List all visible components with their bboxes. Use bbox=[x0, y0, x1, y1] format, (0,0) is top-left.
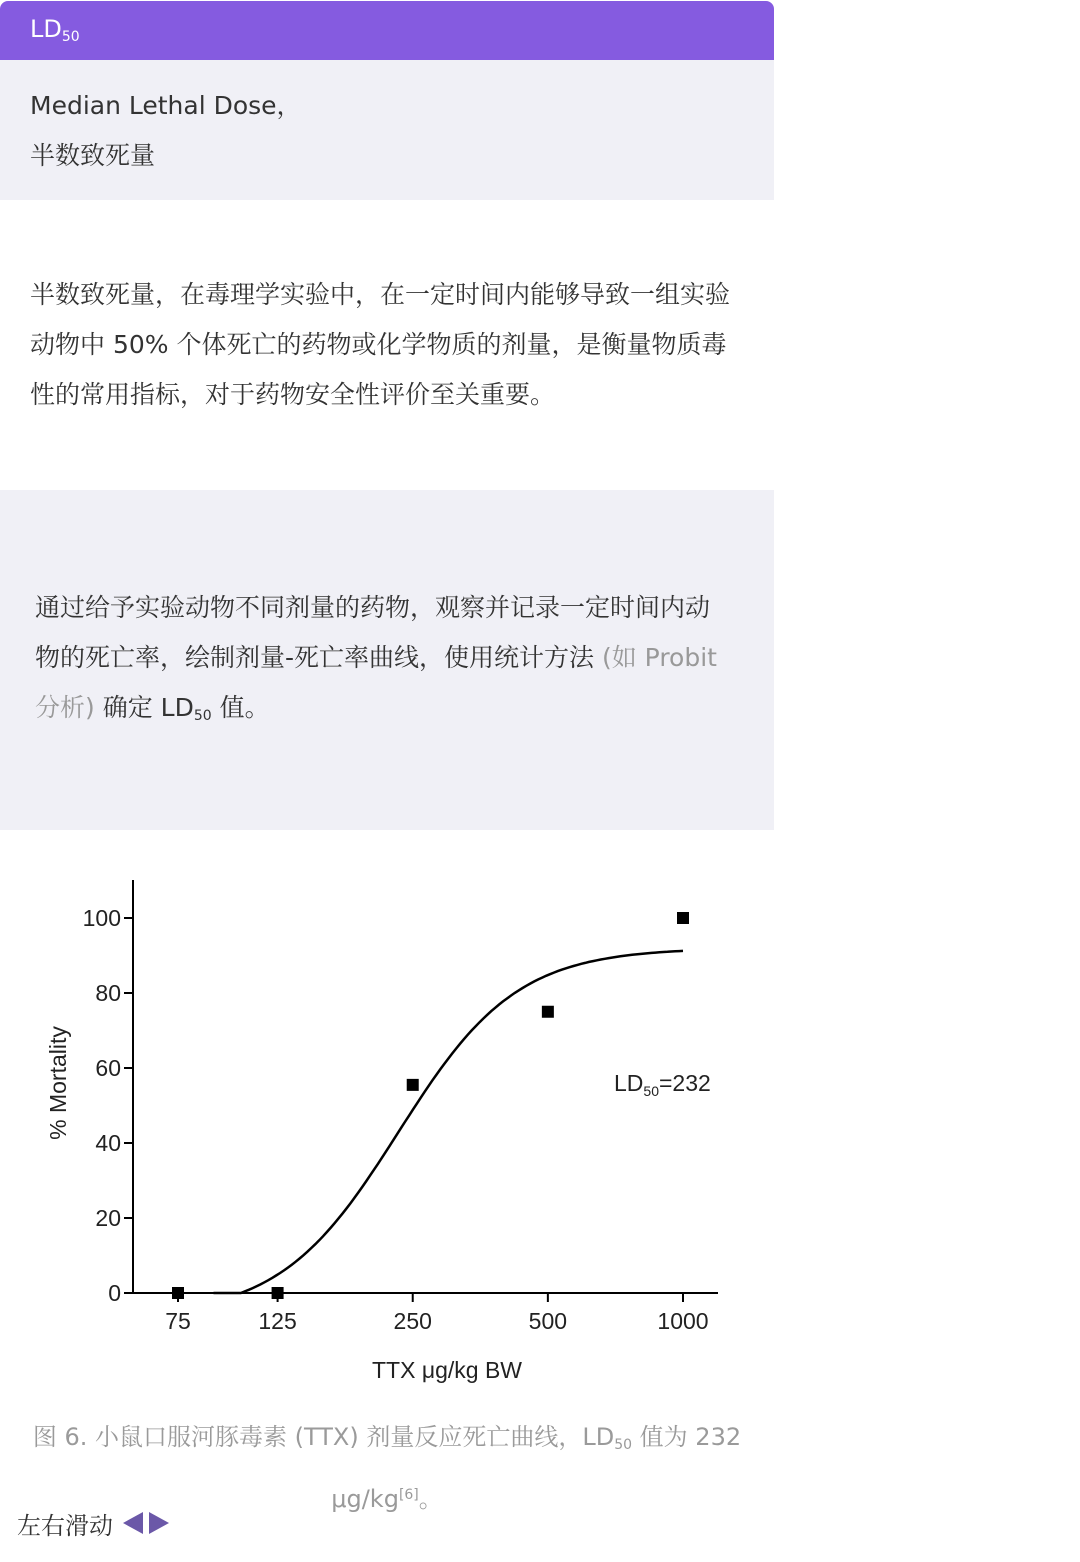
y-axis-label: % Mortality bbox=[45, 1026, 71, 1140]
caption-text-c: 。 bbox=[418, 1485, 443, 1513]
data-point bbox=[407, 1079, 419, 1091]
method-text-d: 值。 bbox=[211, 693, 270, 722]
data-point bbox=[677, 912, 689, 924]
subtitle-english: Median Lethal Dose， bbox=[30, 91, 302, 120]
caption-sub: 50 bbox=[614, 1437, 633, 1453]
y-tick-label: 20 bbox=[95, 1205, 121, 1231]
y-tick-label: 60 bbox=[95, 1055, 121, 1081]
method-text-sub: 50 bbox=[193, 708, 212, 724]
subtitle-chinese: 半数致死量 bbox=[30, 141, 156, 170]
card-header bbox=[0, 1, 774, 60]
data-point bbox=[542, 1006, 554, 1018]
y-tick-label: 100 bbox=[82, 905, 121, 931]
arrow-left-icon[interactable] bbox=[123, 1512, 143, 1534]
x-tick-label: 75 bbox=[165, 1308, 191, 1334]
card-title-sub: 50 bbox=[61, 29, 80, 45]
method-text-probit: (如 Probit 分析) bbox=[35, 643, 717, 722]
chart-axes bbox=[83, 880, 718, 1334]
definition-section bbox=[0, 200, 774, 490]
data-point bbox=[272, 1287, 284, 1299]
x-tick-label: 500 bbox=[528, 1308, 568, 1334]
y-tick-label: 40 bbox=[95, 1130, 121, 1156]
arrow-right-icon[interactable] bbox=[149, 1512, 169, 1534]
chart-container bbox=[0, 830, 774, 1410]
x-axis-label: TTX μg/kg BW bbox=[372, 1357, 522, 1383]
method-text-c: 确定 LD bbox=[102, 693, 194, 722]
swipe-label: 左右滑动 bbox=[17, 1511, 113, 1540]
card-title bbox=[30, 15, 80, 45]
x-tick-label: 250 bbox=[393, 1308, 432, 1334]
card-subtitle bbox=[0, 60, 774, 200]
method-text bbox=[35, 583, 725, 741]
x-tick-label: 1000 bbox=[657, 1308, 709, 1334]
method-text-a: 通过给予实验动物不同剂量的药物，观察并记录一定时间内动物的死亡率，绘制剂量-死亡率曲线，使用统计方法 bbox=[35, 593, 711, 672]
data-point bbox=[172, 1287, 184, 1299]
card-title-main: LD bbox=[30, 15, 62, 43]
y-tick-label: 80 bbox=[95, 980, 121, 1006]
fit-curve-layer bbox=[214, 951, 684, 1293]
definition-text: 半数致死量，在毒理学实验中，在一定时间内能够导致一组实验动物中 50% 个体死亡的药物或化学物质的剂量，是衡量物质毒性的常用指标，对于药物安全性评价至关重要。 bbox=[30, 280, 731, 409]
method-section bbox=[0, 490, 774, 830]
data-points-layer bbox=[172, 912, 689, 1299]
caption-text-a: 图 6. 小鼠口服河豚毒素 (TTX) 剂量反应死亡曲线，LD bbox=[32, 1423, 615, 1451]
annotation-main: LD bbox=[614, 1070, 644, 1096]
caption-reference[interactable]: [6] bbox=[398, 1487, 419, 1503]
annotation-value: =232 bbox=[658, 1070, 711, 1096]
annotation-sub: 50 bbox=[643, 1083, 659, 1099]
caption-text-b: 值为 232 μg/kg bbox=[331, 1423, 742, 1513]
swipe-hint bbox=[17, 1503, 175, 1543]
dose-response-chart bbox=[0, 830, 774, 1410]
y-tick-label: 0 bbox=[108, 1280, 121, 1306]
fit-curve bbox=[214, 951, 684, 1293]
x-tick-label: 125 bbox=[258, 1308, 297, 1334]
ld50-annotation bbox=[614, 1070, 711, 1099]
